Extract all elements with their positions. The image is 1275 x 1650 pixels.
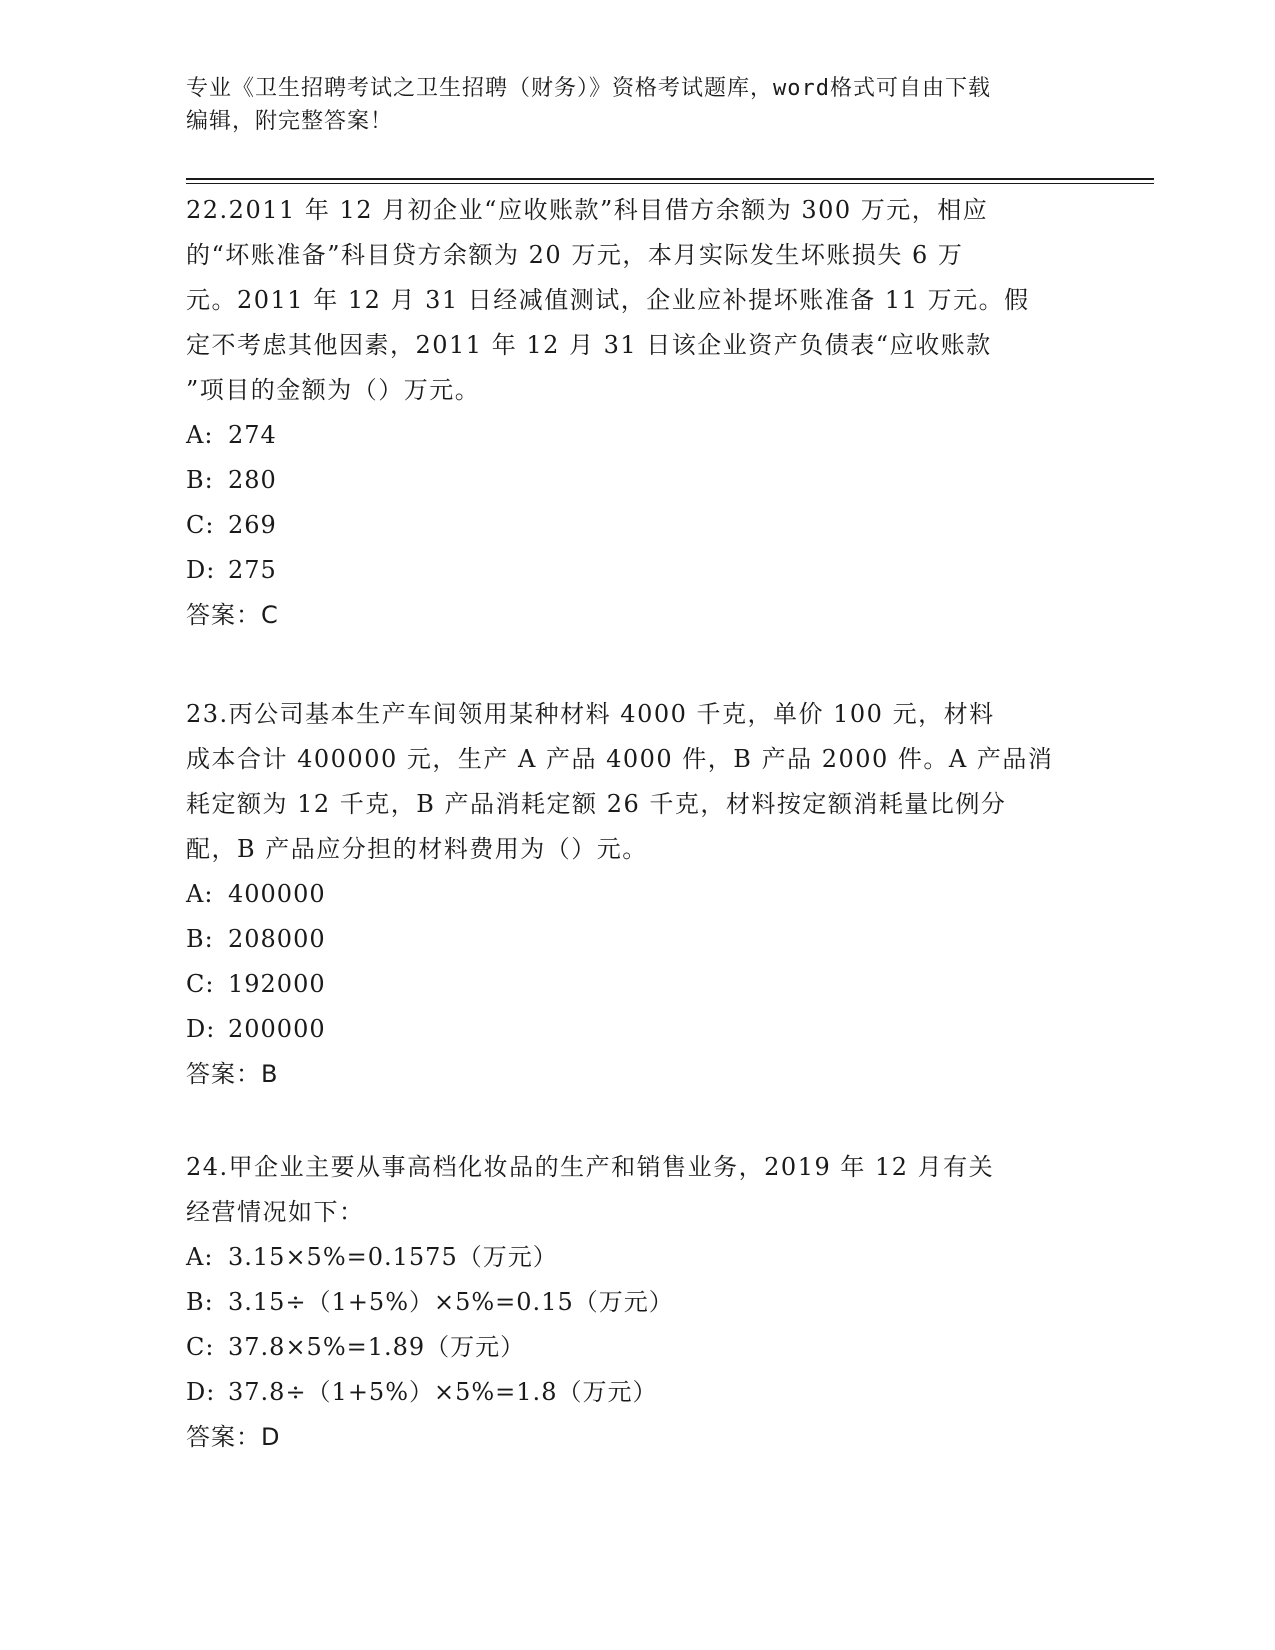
option-text: 280 [228, 466, 277, 494]
option-letter: A: [186, 1243, 214, 1271]
option-text: 3.15÷（1+5%）×5%=0.15（万元） [228, 1288, 674, 1316]
option-text: 37.8×5%=1.89（万元） [228, 1333, 526, 1361]
option-a [186, 1235, 1086, 1280]
option-b [186, 1280, 1086, 1325]
option-d [186, 1007, 1086, 1052]
option-text: 274 [228, 421, 277, 449]
option-letter: B: [186, 925, 214, 953]
question-text-line: 24.甲企业主要从事高档化妆品的生产和销售业务，2019 年 12 月有关 [186, 1153, 995, 1181]
question-text-line: 23.丙公司基本生产车间领用某种材料 4000 千克，单价 100 元，材料 [186, 700, 995, 728]
option-letter: D: [186, 1015, 216, 1043]
header-line-2: 编辑，附完整答案！ [186, 109, 394, 134]
question-text-line: 定不考虑其他因素，2011 年 12 月 31 日该企业资产负债表“应收账款 [186, 331, 992, 359]
option-letter: B: [186, 1288, 214, 1316]
answer-line: 答案：B [186, 1060, 279, 1088]
answer-line: 答案：C [186, 601, 279, 629]
option-c [186, 503, 1086, 548]
question-24 [186, 1145, 1086, 1460]
option-letter: D: [186, 1378, 216, 1406]
option-text: 3.15×5%=0.1575（万元） [228, 1243, 558, 1271]
question-text-line: 耗定额为 12 千克，B 产品消耗定额 26 千克，材料按定额消耗量比例分 [186, 790, 1007, 818]
question-text-line: 经营情况如下： [186, 1198, 365, 1226]
option-text: 192000 [228, 970, 326, 998]
question-text-line: ”项目的金额为（）万元。 [186, 376, 481, 404]
question-23 [186, 692, 1086, 1097]
option-text: 37.8÷（1+5%）×5%=1.8（万元） [228, 1378, 658, 1406]
option-letter: C: [186, 511, 215, 539]
option-a [186, 413, 1086, 458]
option-a [186, 872, 1086, 917]
option-text: 200000 [228, 1015, 326, 1043]
option-text: 275 [228, 556, 277, 584]
question-text-line: 配，B 产品应分担的材料费用为（）元。 [186, 835, 648, 863]
option-text: 269 [228, 511, 277, 539]
question-text-line: 成本合计 400000 元，生产 A 产品 4000 件，B 产品 2000 件。A 产品消 [186, 745, 1054, 773]
header-divider-thin [186, 183, 1154, 184]
option-text: 400000 [228, 880, 326, 908]
option-letter: A: [186, 421, 214, 449]
option-letter: C: [186, 970, 215, 998]
option-b [186, 917, 1086, 962]
option-letter: C: [186, 1333, 215, 1361]
option-c [186, 962, 1086, 1007]
question-22 [186, 188, 1086, 638]
question-text-line: 元。2011 年 12 月 31 日经减值测试，企业应补提坏账准备 11 万元。假 [186, 286, 1030, 314]
question-text-line: 的“坏账准备”科目贷方余额为 20 万元，本月实际发生坏账损失 6 万 [186, 241, 964, 269]
option-letter: D: [186, 556, 216, 584]
option-b [186, 458, 1086, 503]
option-text: 208000 [228, 925, 326, 953]
option-d [186, 548, 1086, 593]
option-d [186, 1370, 1086, 1415]
answer-line: 答案：D [186, 1423, 281, 1451]
option-letter: B: [186, 466, 214, 494]
header-divider-thick [186, 178, 1154, 180]
header-line-1: 专业《卫生招聘考试之卫生招聘（财务）》资格考试题库，word格式可自由下载 [186, 76, 991, 101]
option-c [186, 1325, 1086, 1370]
option-letter: A: [186, 880, 214, 908]
question-text-line: 22.2011 年 12 月初企业“应收账款”科目借方余额为 300 万元，相应 [186, 196, 989, 224]
document-header [186, 72, 1086, 138]
